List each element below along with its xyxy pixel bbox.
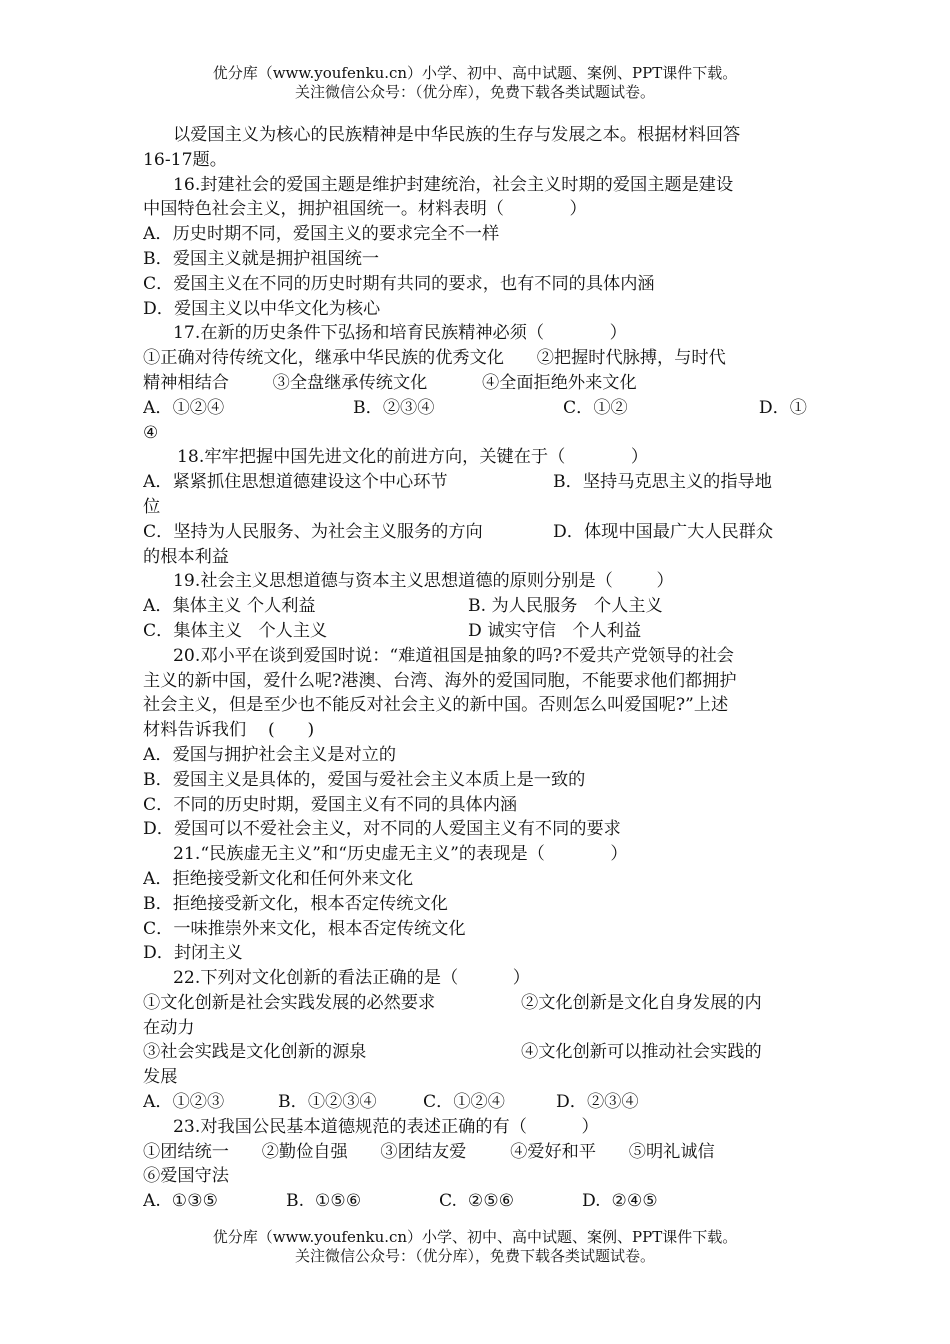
q16-option-c: C．爱国主义在不同的历史时期有共同的要求，也有不同的具体内涵 <box>143 273 655 294</box>
q19-option-d: D 诚实守信 个人利益 <box>468 620 642 641</box>
q16-stem-1: 16.封建社会的爱国主题是维护封建统治，社会主义时期的爱国主题是建设 <box>173 174 734 195</box>
q18-option-c: C．坚持为人民服务、为社会主义服务的方向 <box>143 521 483 542</box>
q22-item-2-wrap: 在动力 <box>143 1017 195 1038</box>
page-header <box>0 64 950 102</box>
q23-items-wrap: ⑥爱国守法 <box>143 1166 229 1187</box>
q20-stem-2: 主义的新中国，爱什么呢?港澳、台湾、海外的爱国同胞，不能要求他们都拥护 <box>143 670 737 691</box>
q21-option-a: A．拒绝接受新文化和任何外来文化 <box>143 868 414 889</box>
q21-option-b: B．拒绝接受新文化，根本否定传统文化 <box>143 893 448 914</box>
q18-options-ab <box>143 470 807 495</box>
intro-line-2: 16-17题。 <box>143 149 227 170</box>
q21-stem: 21.“民族虚无主义”和“历史虚无主义”的表现是（ ） <box>173 844 628 865</box>
q20-stem-3: 社会主义，但是至少也不能反对社会主义的新中国。否则怎么叫爱国呢?”上述 <box>143 695 729 716</box>
q23-stem: 23.对我国公民基本道德规范的表述正确的有（ ） <box>173 1116 599 1137</box>
q23-option-b: B. ①⑤⑥ <box>286 1191 362 1212</box>
q20-stem-1: 20.邓小平在谈到爱国时说：“难道祖国是抽象的吗?不爱共产党领导的社会 <box>173 645 734 666</box>
q18-option-b: B．坚持马克思主义的指导地 <box>553 472 772 493</box>
q20-option-b: B．爱国主义是具体的，爱国与爱社会主义本质上是一致的 <box>143 769 586 790</box>
q23-option-d: D. ②④⑤ <box>582 1191 658 1212</box>
q16-option-b: B．爱国主义就是拥护祖国统一 <box>143 248 380 269</box>
q19-options-ab <box>143 594 807 619</box>
q17-option-d: D．① <box>758 397 807 418</box>
q22-item-1: ①文化创新是社会实践发展的必然要求 <box>143 992 436 1013</box>
q20-option-d: D．爱国可以不爱社会主义，对不同的人爱国主义有不同的要求 <box>143 819 621 840</box>
q19-options-cd <box>143 619 807 644</box>
q22-item-2: ②文化创新是文化自身发展的内 <box>521 992 762 1013</box>
q23-items: ①团结统一 ②勤俭自强 ③团结友爱 ④爱好和平 ⑤明礼诚信 <box>143 1141 715 1162</box>
q17-items-1: ①正确对待传统文化，继承中华民族的优秀文化 ②把握时代脉搏，与时代 <box>143 348 726 369</box>
q22-stem: 22.下列对文化创新的看法正确的是（ ） <box>173 968 530 989</box>
header-line-1: 优分库（www.youfenku.cn）小学、初中、高中试题、案例、PPT课件下载。 <box>212 64 738 82</box>
q22-item-4-wrap: 发展 <box>143 1067 178 1088</box>
footer-line-2: 关注微信公众号：（优分库），免费下载各类试题试卷。 <box>294 1247 655 1265</box>
q23-option-c: C. ②⑤⑥ <box>439 1191 515 1212</box>
q17-stem: 17.在新的历史条件下弘扬和培育民族精神必须（ ） <box>173 323 627 344</box>
page-footer <box>0 1228 950 1266</box>
header-line-2: 关注微信公众号：（优分库），免费下载各类试题试卷。 <box>294 83 655 101</box>
q17-items-2: 精神相结合 ③全盘继承传统文化 ④全面拒绝外来文化 <box>143 372 637 393</box>
q18-stem: 18.牢牢把握中国先进文化的前进方向，关键在于（ ） <box>177 447 649 468</box>
q20-option-c: C．不同的历史时期，爱国主义有不同的具体内涵 <box>143 794 518 815</box>
q22-items-1 <box>143 991 807 1016</box>
q17-option-d-wrap: ④ <box>143 422 159 443</box>
q20-stem-4: 材料告诉我们 ( ) <box>143 720 315 741</box>
q21-option-d: D．封闭主义 <box>143 943 243 964</box>
q18-option-d-wrap: 的根本利益 <box>143 546 229 567</box>
q20-option-a: A．爱国与拥护社会主义是对立的 <box>143 744 397 765</box>
q17-option-a: A．①②④ <box>143 397 225 418</box>
q16-option-d: D．爱国主义以中华文化为核心 <box>143 298 381 319</box>
q22-option-d: D．②③④ <box>556 1092 639 1113</box>
q18-option-b-wrap: 位 <box>143 496 161 517</box>
q23-option-a: A. ①③⑤ <box>143 1191 219 1212</box>
q22-option-a: A．①②③ <box>143 1092 225 1113</box>
q18-options-cd <box>143 520 807 545</box>
q22-items-2 <box>143 1040 807 1065</box>
q23-options <box>143 1189 807 1214</box>
q22-option-c: C．①②④ <box>423 1092 505 1113</box>
q19-option-a: A．集体主义 个人利益 <box>143 596 316 617</box>
q21-option-c: C．一味推崇外来文化，根本否定传统文化 <box>143 918 466 939</box>
q17-options <box>143 396 807 421</box>
q18-option-d: D．体现中国最广大人民群众 <box>553 521 774 542</box>
intro-line-1: 以爱国主义为核心的民族精神是中华民族的生存与发展之本。根据材料回答 <box>173 125 741 145</box>
q17-option-b: B．②③④ <box>353 397 435 418</box>
q22-options <box>143 1090 807 1115</box>
q22-item-3: ③社会实践是文化创新的源泉 <box>143 1042 367 1063</box>
q17-option-c: C．①② <box>563 397 628 418</box>
q22-option-b: B．①②③④ <box>278 1092 377 1113</box>
q19-option-c: C．集体主义 个人主义 <box>143 620 328 641</box>
exam-content <box>143 123 807 1214</box>
q22-item-4: ④文化创新可以推动社会实践的 <box>521 1042 762 1063</box>
footer-line-1: 优分库（www.youfenku.cn）小学、初中、高中试题、案例、PPT课件下载。 <box>212 1228 738 1246</box>
q19-option-b: B. 为人民服务 个人主义 <box>468 596 663 617</box>
q18-option-a: A．紧紧抓住思想道德建设这个中心环节 <box>143 472 448 493</box>
q16-option-a: A．历史时期不同，爱国主义的要求完全不一样 <box>143 224 500 245</box>
q19-stem: 19.社会主义思想道德与资本主义思想道德的原则分别是（ ） <box>173 571 674 592</box>
q16-stem-2: 中国特色社会主义，拥护祖国统一。材料表明（ ） <box>143 199 587 220</box>
